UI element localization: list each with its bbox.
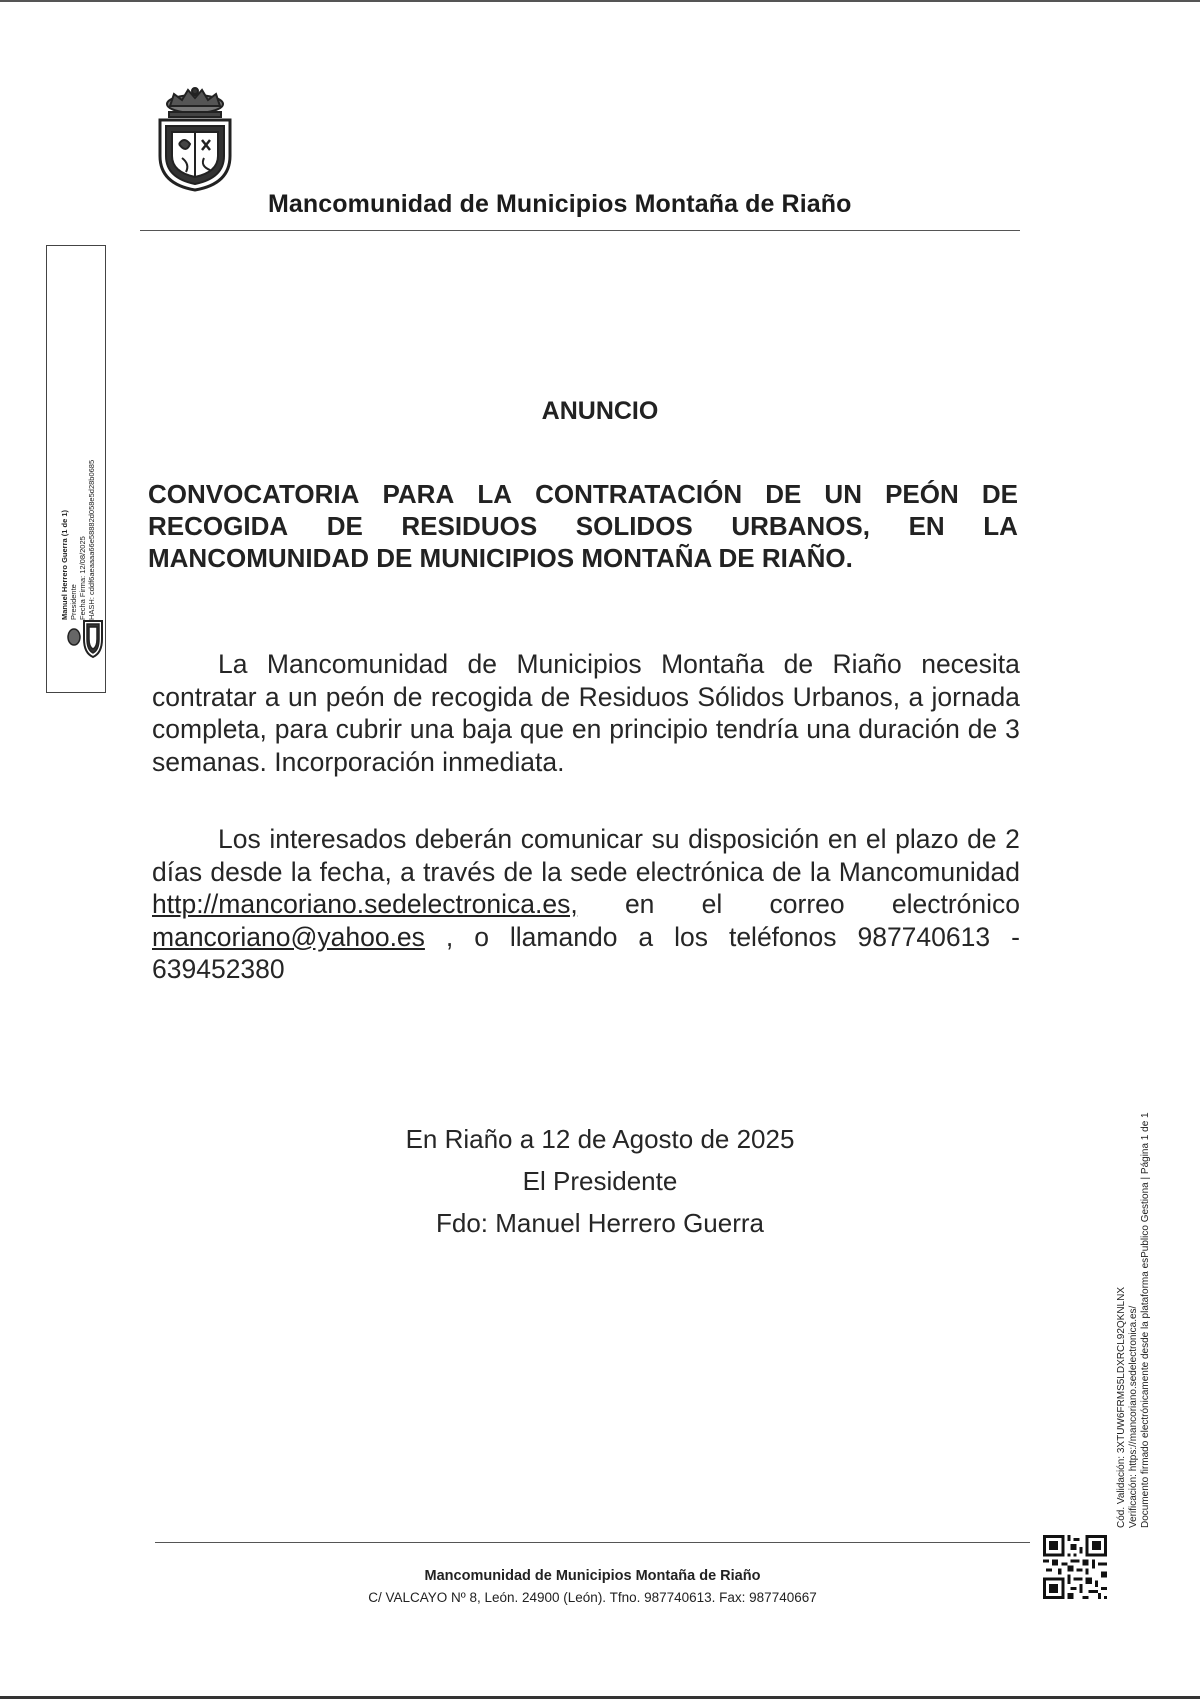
paragraph-word: fecha,: [319, 856, 392, 887]
heading-word: URBANOS,: [731, 511, 870, 541]
stamp-line: Manuel Herrero Guerra (1 de 1): [60, 509, 69, 620]
paragraph-word: Mancomunidad: [838, 856, 1020, 887]
footer-rule: [155, 1542, 1030, 1543]
paragraph-word: ,: [445, 921, 454, 952]
heading-word: DE: [765, 479, 802, 509]
paragraph-word: de: [467, 649, 498, 679]
paragraph-word: Montaña: [661, 649, 765, 679]
header-title: Mancomunidad de Municipios Montaña de Riaño: [268, 190, 852, 218]
paragraph-word: una: [409, 714, 454, 744]
paragraph-word: Municipios: [516, 649, 642, 679]
paragraph-word: recogida: [430, 681, 533, 712]
paragraph-1: [152, 648, 1020, 778]
closing-signature: Fdo: Manuel Herrero Guerra: [435, 1208, 765, 1238]
stamp-crest-icon: [64, 615, 106, 659]
paragraph-word: o: [474, 921, 489, 952]
paragraph-word: Los: [218, 824, 261, 854]
paragraph-word: deberán: [414, 824, 513, 854]
paragraph-word: peón: [325, 681, 385, 712]
paragraph-word: de: [503, 856, 533, 887]
paragraph-word: los: [674, 921, 708, 952]
paragraph-word: que: [519, 714, 565, 744]
paragraph-word: 2: [1005, 824, 1020, 854]
paragraph-word: duración: [858, 714, 960, 744]
paragraph-word: plazo: [895, 824, 959, 854]
heading-word: LA: [983, 511, 1018, 541]
heading-word: MANCOMUNIDAD DE MUNICIPIOS MONTAÑA DE RIAÑO.: [148, 543, 853, 573]
paragraph-word: días: [152, 856, 203, 887]
paragraph-line: [152, 713, 1020, 746]
heading-line: [148, 542, 1018, 574]
paragraph-line: [152, 648, 1020, 681]
paragraph-word: a: [638, 921, 654, 952]
paragraph-word: la: [290, 856, 312, 887]
heading-word: SOLIDOS: [575, 511, 693, 541]
heading-word: RESIDUOS: [401, 511, 538, 541]
paragraph-word: de: [967, 824, 997, 854]
paragraph-word: la: [809, 856, 831, 887]
paragraph-line: [152, 681, 1020, 714]
paragraph-word: la: [541, 856, 562, 887]
paragraph-word: baja: [461, 714, 512, 744]
paragraph-word: un: [287, 681, 318, 712]
paragraph-word: Residuos: [578, 681, 690, 712]
paragraph-word: desde: [210, 856, 283, 887]
paragraph-word: su: [651, 824, 680, 854]
paragraph-word: disposición: [688, 824, 820, 854]
paragraph-word: La: [218, 649, 248, 679]
paragraph-word: cubrir: [335, 714, 402, 744]
paragraph-line: 639452380: [152, 954, 285, 984]
paragraph-word: 987740613: [857, 921, 991, 952]
paragraph-word: necesita: [921, 649, 1020, 679]
paragraph-word: a: [908, 681, 924, 712]
heading-word: CONVOCATORIA: [148, 479, 360, 509]
paragraph-word: el: [701, 889, 723, 919]
paragraph-line: [152, 921, 1020, 954]
paragraph-word: electrónico: [891, 889, 1020, 919]
paragraph-word: en: [624, 889, 655, 919]
heading-line: [148, 478, 1018, 510]
paragraph-word: llamando: [509, 921, 618, 952]
paragraph-word: Riaño: [832, 649, 902, 679]
paragraph-word: en: [827, 824, 858, 854]
paragraph-word: jornada: [931, 681, 1020, 712]
closing-date: En Riaño a 12 de Agosto de 2025: [405, 1124, 795, 1154]
heading-word: DE: [326, 511, 363, 541]
paragraph-word: interesados: [269, 824, 407, 854]
heading-line: [148, 510, 1018, 542]
paragraph-word: comunicar: [520, 824, 643, 854]
document-heading: [148, 478, 1018, 574]
paragraph-word: de: [783, 649, 814, 679]
paragraph-word: correo: [769, 889, 845, 919]
paragraph-word: de: [393, 681, 423, 712]
heading-word: LA: [477, 479, 512, 509]
stamp-line: Presidente: [69, 584, 78, 620]
bottom-border: [0, 1696, 1200, 1699]
paragraph-word: 3: [1005, 714, 1020, 744]
closing-role: El Presidente: [522, 1166, 678, 1196]
paragraph-line: semanas. Incorporación inmediata.: [152, 746, 565, 777]
paragraph-word: sede: [570, 856, 628, 887]
heading-word: DE: [981, 479, 1018, 509]
heading-word: EN: [908, 511, 945, 541]
document-title: ANUNCIO: [541, 397, 659, 425]
paragraph-word: para: [274, 714, 328, 744]
paragraph-word: a: [264, 681, 280, 712]
stamp-line: Fecha Firma: 12/08/2025: [78, 536, 87, 620]
paragraph-word: Urbanos,: [792, 681, 901, 712]
top-border: [0, 0, 1200, 2]
header-rule: [140, 230, 1020, 231]
paragraph-word: teléfonos: [728, 921, 837, 952]
paragraph-word: través: [423, 856, 496, 887]
footer-address: C/ VALCAYO Nº 8, León. 24900 (León). Tfno. 987740613. Fax: 987740667: [368, 1590, 817, 1605]
paragraph-word: tendría: [715, 714, 799, 744]
paragraph-word: una: [806, 714, 851, 744]
paragraph-word: contratar: [152, 681, 257, 712]
paragraph-word: Mancomunidad: [266, 649, 449, 679]
paragraph-line: [152, 888, 1020, 921]
paragraph-word: -: [1011, 921, 1020, 952]
paragraph-word: de: [772, 856, 802, 887]
coat-of-arms-icon: [152, 86, 238, 192]
paragraph-word: electrónica: [635, 856, 764, 887]
paragraph-word: en: [571, 714, 602, 744]
paragraph-word: a: [400, 856, 415, 887]
email-link[interactable]: mancoriano@yahoo.es: [152, 921, 425, 952]
sede-electronica-link[interactable]: http://mancoriano.sedelectronica.es,: [152, 889, 578, 919]
paragraph-word: completa,: [152, 714, 267, 744]
paragraph-word: el: [865, 824, 887, 854]
footer-organization: Mancomunidad de Municipios Montaña de Riaño: [424, 1568, 761, 1584]
heading-word: PEÓN: [885, 479, 959, 509]
paragraph-2: [152, 823, 1020, 986]
heading-word: CONTRATACIÓN: [535, 479, 743, 509]
paragraph-word: principio: [609, 714, 708, 744]
paragraph-line: [152, 856, 1020, 889]
verification-line: Verificación: https://mancoriano.sedelectronica.es/: [1128, 1305, 1139, 1528]
verification-line: Documento firmado electrónicamente desde la plataforma esPublico Gestiona | Página 1 de 1: [1140, 1112, 1151, 1528]
verification-text: [1116, 1112, 1152, 1528]
paragraph-word: de: [967, 714, 998, 744]
heading-word: RECOGIDA: [148, 511, 289, 541]
paragraph-line: [152, 823, 1020, 856]
heading-word: UN: [824, 479, 862, 509]
stamp-line: HASH: cddf6aeaaaa66e58882d058e5d28b0685: [87, 459, 96, 620]
paragraph-word: Sólidos: [697, 681, 785, 712]
paragraph-word: de: [540, 681, 571, 712]
heading-word: PARA: [382, 479, 455, 509]
verification-line: Cód. Validación: 3XTUW6FRMS5LDXRCL92QKNLNX: [1116, 1286, 1127, 1528]
